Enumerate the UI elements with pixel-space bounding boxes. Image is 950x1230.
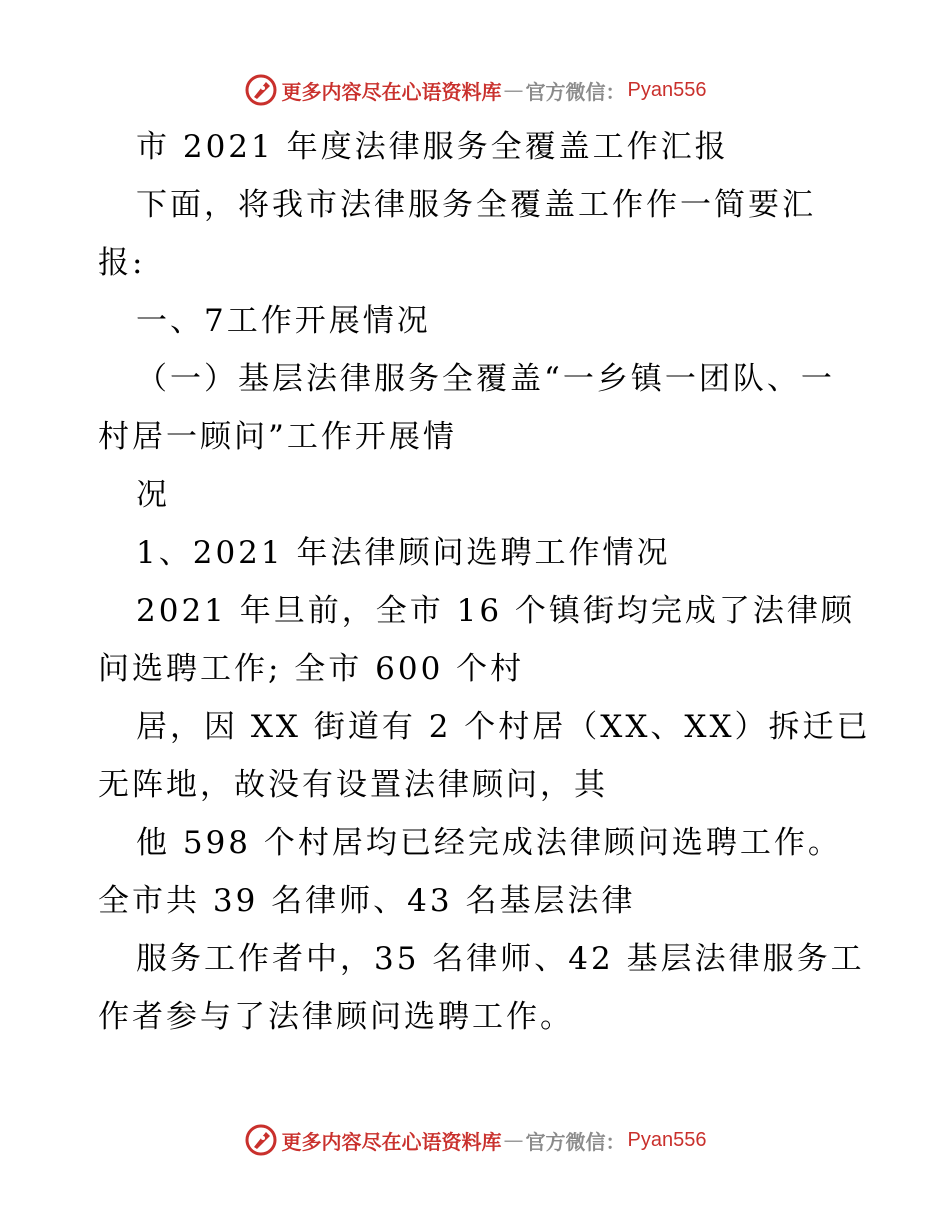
banner-wechat-id: Pyan556 (627, 1128, 707, 1151)
banner-wechat-id: Pyan556 (627, 78, 707, 101)
doc-line: 无阵地，故没有设置法律顾问，其 (98, 767, 608, 803)
doc-line: 报: (98, 245, 146, 281)
doc-line: （一）基层法律服务全覆盖“一乡镇一团队、一 (136, 361, 835, 397)
doc-line: 市 2021 年度法律服务全覆盖工作汇报 (136, 129, 729, 165)
doc-line: 村居一顾问”工作开展情 (98, 419, 457, 455)
pen-nib-logo-icon (244, 73, 278, 107)
doc-line: 下面，将我市法律服务全覆盖工作作一简要汇 (136, 187, 816, 223)
doc-line: 服务工作者中，35 名律师、42 基层法律服务工 (136, 941, 865, 977)
doc-line: 一、7工作开展情况 (136, 303, 431, 339)
banner-site-text: 更多内容尽在心语资料库 (281, 1129, 502, 1154)
watermark-banner-bottom (0, 1120, 950, 1160)
doc-line: 1、2021 年法律顾问选聘工作情况 (136, 535, 671, 571)
banner-dash: — (503, 1128, 524, 1152)
banner-site-text: 更多内容尽在心语资料库 (281, 79, 502, 104)
doc-line: 作者参与了法律顾问选聘工作。 (98, 999, 574, 1035)
doc-line: 问选聘工作; 全市 600 个村 (98, 651, 525, 687)
doc-line: 况 (136, 477, 170, 513)
doc-line: 居，因 XX 街道有 2 个村居（XX、XX）拆迁已 (136, 709, 871, 745)
banner-wechat-label: 官方微信： (525, 79, 626, 104)
banner-wechat-label: 官方微信： (525, 1129, 626, 1154)
doc-line: 全市共 39 名律师、43 名基层法律 (98, 883, 636, 919)
document-body (98, 118, 878, 1046)
doc-line: 他 598 个村居均已经完成法律顾问选聘工作。 (136, 825, 842, 861)
watermark-banner-top (0, 70, 950, 110)
doc-line: 2021 年旦前，全市 16 个镇街均完成了法律顾 (136, 593, 855, 629)
pen-nib-logo-icon (244, 1123, 278, 1157)
banner-dash: — (503, 78, 524, 102)
